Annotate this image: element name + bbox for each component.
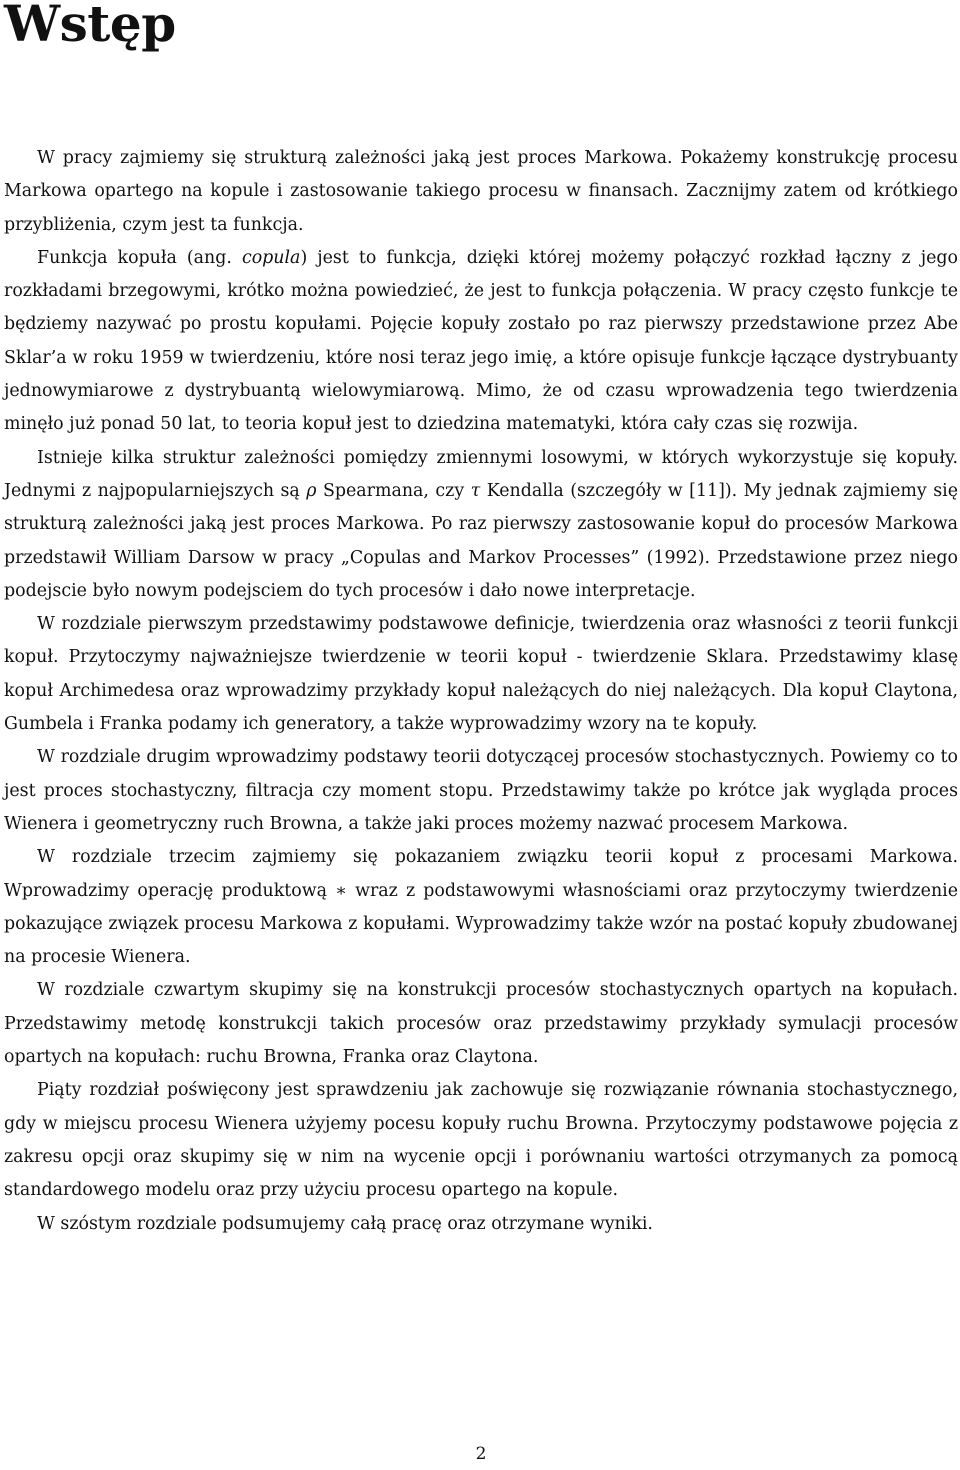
document-page xyxy=(4,0,958,1470)
paragraph-2-part-2: ) jest to funkcja, dzięki której możemy połączyć rozkład łączny z jego rozkładami brzegowymi, krótko można powiedzieć, że jest to funkcja połączenia. W pracy często funkcje te będziemy nazywać po prostu kopułami. Pojęcie kopuły zostało po raz pierwszy przedstawione przez Abe Sklar’a w roku 1959 w twierdzeniu, które nosi teraz jego imię, a które opisuje funkcje łączące dystrybuanty jednowymiarowe z dystrybuantą wielowymiarową. Mimo, że od czasu wprowadzenia tego twierdzenia minęło już ponad 50 lat, to teoria kopuł jest to dziedzina matematyki, która cały czas się rozwija. xyxy=(4,247,959,435)
chapter-body xyxy=(4,142,958,1241)
paragraph-3-part-2: Spearmana, czy xyxy=(316,480,471,501)
paragraph-1: W pracy zajmiemy się strukturą zależności jaką jest proces Markowa. Pokażemy konstrukcję procesu Markowa opartego na kopule i zastosowanie takiego procesu w finansach. Zacznijmy zatem od krótkiego przybliżenia, czym jest ta funkcja. xyxy=(4,148,958,235)
rho-symbol: ρ xyxy=(306,480,317,501)
paragraph-3-part-1: Istnieje kilka struktur zależności pomiędzy zmiennymi losowymi, w których wykorzystuje się kopuły. Jednymi z najpopularniejszych są xyxy=(4,447,958,501)
paragraph-9: W szóstym rozdziale podsumujemy całą pracę oraz otrzymane wyniki. xyxy=(37,1213,653,1234)
chapter-title: Wstęp xyxy=(4,0,176,53)
paragraph-7: W rozdziale czwartym skupimy się na konstrukcji procesów stochastycznych opartych na kopułach. Przedstawimy metodę konstrukcji takich procesów oraz przedstawimy przykłady symulacji procesów opartych na kopułach: ruchu Browna, Franka oraz Claytona. xyxy=(4,980,958,1068)
paragraph-8: Piąty rozdział poświęcony jest sprawdzeniu jak zachowuje się rozwiązanie równania stochastycznego, gdy w miejscu procesu Wienera użyjemy pocesu kopuły ruchu Browna. Przytoczymy podstawowe pojęcia z zakresu opcji oraz skupimy się w nim na wycenie opcji i porównaniu wartości otrzymanych za pomocą standardowego modelu oraz przy użyciu procesu opartego na kopule. xyxy=(4,1080,958,1201)
paragraph-6: W rozdziale trzecim zajmiemy się pokazaniem związku teorii kopuł z procesami Markowa. Wprowadzimy operację produktową ∗ wraz z podstawowymi własnościami oraz przytoczymy twierdzenie pokazujące związek procesu Markowa z kopułami. Wyprowadzimy także wzór na postać kopuły zbudowanej na procesie Wienera. xyxy=(4,847,958,968)
paragraph-4: W rozdziale pierwszym przedstawimy podstawowe definicje, twierdzenia oraz własności z teorii funkcji kopuł. Przytoczymy najważniejsze twierdzenie w teorii kopuł - twierdzenie Sklara. Przedstawimy klasę kopuł Archimedesa oraz wprowadzimy przykłady kopuł należących do niej należących. Dla kopuł Claytona, Gumbela i Franka podamy ich generatory, a także wyprowadzimy wzory na te kopuły. xyxy=(4,614,958,735)
page-number: 2 xyxy=(475,1444,487,1464)
paragraph-3 xyxy=(4,442,958,608)
tau-symbol: τ xyxy=(470,480,481,501)
italic-term-copula: copula xyxy=(241,247,301,268)
paragraph-2 xyxy=(4,242,958,442)
paragraph-3-part-3: Kendalla (szczegóły w [11]). My jednak zajmiemy się strukturą zależności jaką jest proces Markowa. Po raz pierwszy zastosowanie kopuł do procesów Markowa przedstawił William Darsow w pracy „Copulas and Markov Processes” (1992). Przedstawione przez niego podejscie było nowym podejsciem do tych procesów i dało nowe interpretacje. xyxy=(4,480,958,601)
paragraph-5: W rozdziale drugim wprowadzimy podstawy teorii dotyczącej procesów stochastycznych. Powiemy co to jest proces stochastyczny, filtracja czy moment stopu. Przedstawimy także po krótce jak wygląda proces Wienera i geometryczny ruch Browna, a także jaki proces możemy nazwać procesem Markowa. xyxy=(4,747,958,834)
paragraph-2-part-1: Funkcja kopuła (ang. xyxy=(37,247,242,268)
